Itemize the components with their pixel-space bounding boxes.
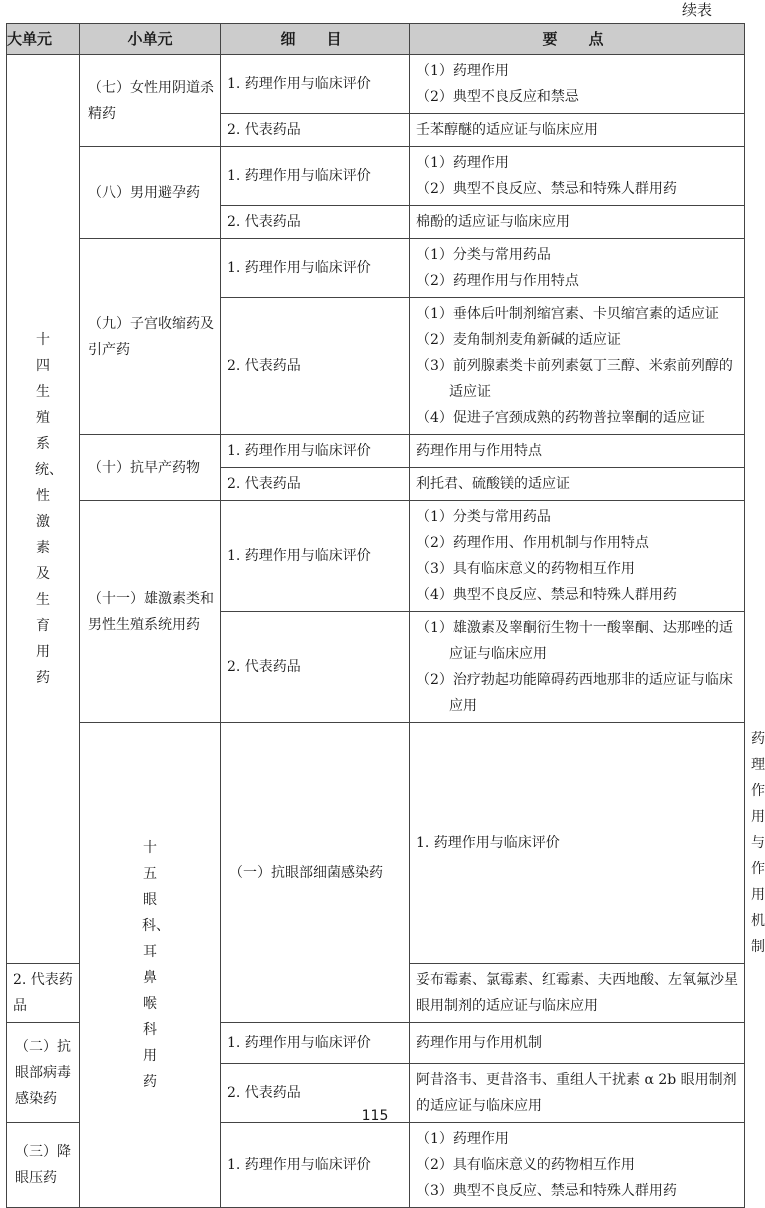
detail-cell: 2. 代表药品: [221, 612, 410, 723]
syllabus-table: [6, 23, 765, 1208]
detail-cell: 2. 代表药品: [7, 964, 80, 1023]
detail-cell: 2. 代表药品: [221, 298, 410, 435]
points-cell: [410, 1123, 745, 1208]
detail-cell: 2. 代表药品: [221, 206, 410, 239]
detail-cell: 1. 药理作用与临床评价: [221, 55, 410, 114]
detail-cell: 2. 代表药品: [221, 114, 410, 147]
points-cell: [410, 435, 745, 468]
point-item: （2）典型不良反应、禁忌和特殊人群用药: [416, 181, 677, 197]
point-item: （3）前列腺素类卡前列素氨丁三醇、米索前列醇的适应证: [416, 358, 733, 400]
page-number: 115: [361, 1108, 389, 1124]
table-row: [7, 435, 745, 468]
point-item: （2）药理作用与作用特点: [416, 273, 579, 289]
point-item: 棉酚的适应证与临床应用: [416, 214, 570, 230]
sub-unit-15-1: （一）抗眼部细菌感染药: [221, 723, 410, 1023]
point-item: 阿昔洛韦、更昔洛韦、重组人干扰素 α 2b 眼用制剂的适应证与临床应用: [416, 1072, 737, 1114]
point-item: （1）分类与常用药品: [416, 247, 551, 263]
table-row: 十五眼科、耳鼻喉科用药 （一）抗眼部细菌感染药 1. 药理作用与临床评价 药理作用与作用机制: [7, 723, 745, 964]
points-cell: [410, 147, 745, 206]
detail-cell: 2. 代表药品: [221, 1064, 410, 1123]
points-cell: [410, 298, 745, 435]
point-item: （1）分类与常用药品: [416, 509, 551, 525]
point-item: 药理作用与作用特点: [416, 443, 542, 459]
point-item: （3）典型不良反应、禁忌和特殊人群用药: [416, 1183, 677, 1199]
detail-cell: 1. 药理作用与临床评价: [221, 501, 410, 612]
major-unit-15: [80, 723, 221, 1208]
detail-cell: 1. 药理作用与临床评价: [221, 239, 410, 298]
header-key-points: 要 点: [410, 24, 745, 55]
points-cell: [410, 1023, 745, 1064]
point-item: （2）药理作用、作用机制与作用特点: [416, 535, 649, 551]
point-item: （2）麦角制剂麦角新碱的适应证: [416, 332, 621, 348]
points-cell: [410, 55, 745, 114]
point-item: （4）典型不良反应、禁忌和特殊人群用药: [416, 587, 677, 603]
point-item: （1）药理作用: [416, 63, 509, 79]
points-cell: [410, 468, 745, 501]
point-item: （2）治疗勃起功能障碍药西地那非的适应证与临床应用: [416, 672, 733, 714]
points-cell: [410, 612, 745, 723]
point-item: 壬苯醇醚的适应证与临床应用: [416, 122, 598, 138]
point-item: （3）具有临床意义的药物相互作用: [416, 561, 635, 577]
major-unit-14: [7, 55, 80, 964]
point-item: （2）典型不良反应和禁忌: [416, 89, 579, 105]
sub-unit-15-2: （二）抗眼部病毒感染药: [7, 1023, 80, 1123]
header-sub-unit: 小单元: [80, 24, 221, 55]
point-item: （1）药理作用: [416, 1131, 509, 1147]
sub-unit-7: （七）女性用阴道杀精药: [80, 55, 221, 147]
detail-cell: 1. 药理作用与临床评价: [410, 723, 745, 964]
point-item: （4）促进子宫颈成熟的药物普拉睾酮的适应证: [416, 410, 705, 426]
points-cell: [410, 114, 745, 147]
major-unit-14-title: 十四生殖系统、性激素及生育用药: [35, 332, 63, 686]
points-cell: [410, 206, 745, 239]
major-unit-15-title: 十五眼科、耳鼻喉科用药: [142, 840, 170, 1090]
table-row: [7, 239, 745, 298]
point-item: 妥布霉素、氯霉素、红霉素、夫西地酸、左氧氟沙星眼用制剂的适应证与临床应用: [416, 972, 738, 1014]
sub-unit-15-3: （三）降眼压药: [7, 1123, 80, 1208]
points-cell: [410, 964, 745, 1023]
detail-cell: 1. 药理作用与临床评价: [221, 1023, 410, 1064]
detail-cell: 2. 代表药品: [221, 468, 410, 501]
point-item: 利托君、硫酸镁的适应证: [416, 476, 570, 492]
point-item: 药理作用与作用机制: [416, 1035, 542, 1051]
detail-cell: 1. 药理作用与临床评价: [221, 147, 410, 206]
header-major-unit: 大单元: [7, 24, 80, 55]
point-item: （1）雄激素及睾酮衍生物十一酸睾酮、达那唑的适应证与临床应用: [416, 620, 733, 662]
table-row: [7, 55, 745, 114]
sub-unit-10: （十）抗早产药物: [80, 435, 221, 501]
points-cell: [410, 239, 745, 298]
table-row: [7, 501, 745, 612]
detail-cell: 1. 药理作用与临床评价: [221, 435, 410, 468]
point-item: （1）药理作用: [416, 155, 509, 171]
header-detail: 细 目: [221, 24, 410, 55]
sub-unit-9: （九）子宫收缩药及引产药: [80, 239, 221, 435]
table-row: [7, 147, 745, 206]
points-cell: [410, 501, 745, 612]
point-item: （1）垂体后叶制剂缩宫素、卡贝缩宫素的适应证: [416, 306, 719, 322]
sub-unit-11: （十一）雄激素类和男性生殖系统用药: [80, 501, 221, 723]
point-item: （2）具有临床意义的药物相互作用: [416, 1157, 635, 1173]
header-row: [7, 24, 745, 55]
detail-cell: 1. 药理作用与临床评价: [221, 1123, 410, 1208]
sub-unit-8: （八）男用避孕药: [80, 147, 221, 239]
continued-label: 续表: [681, 1, 712, 19]
